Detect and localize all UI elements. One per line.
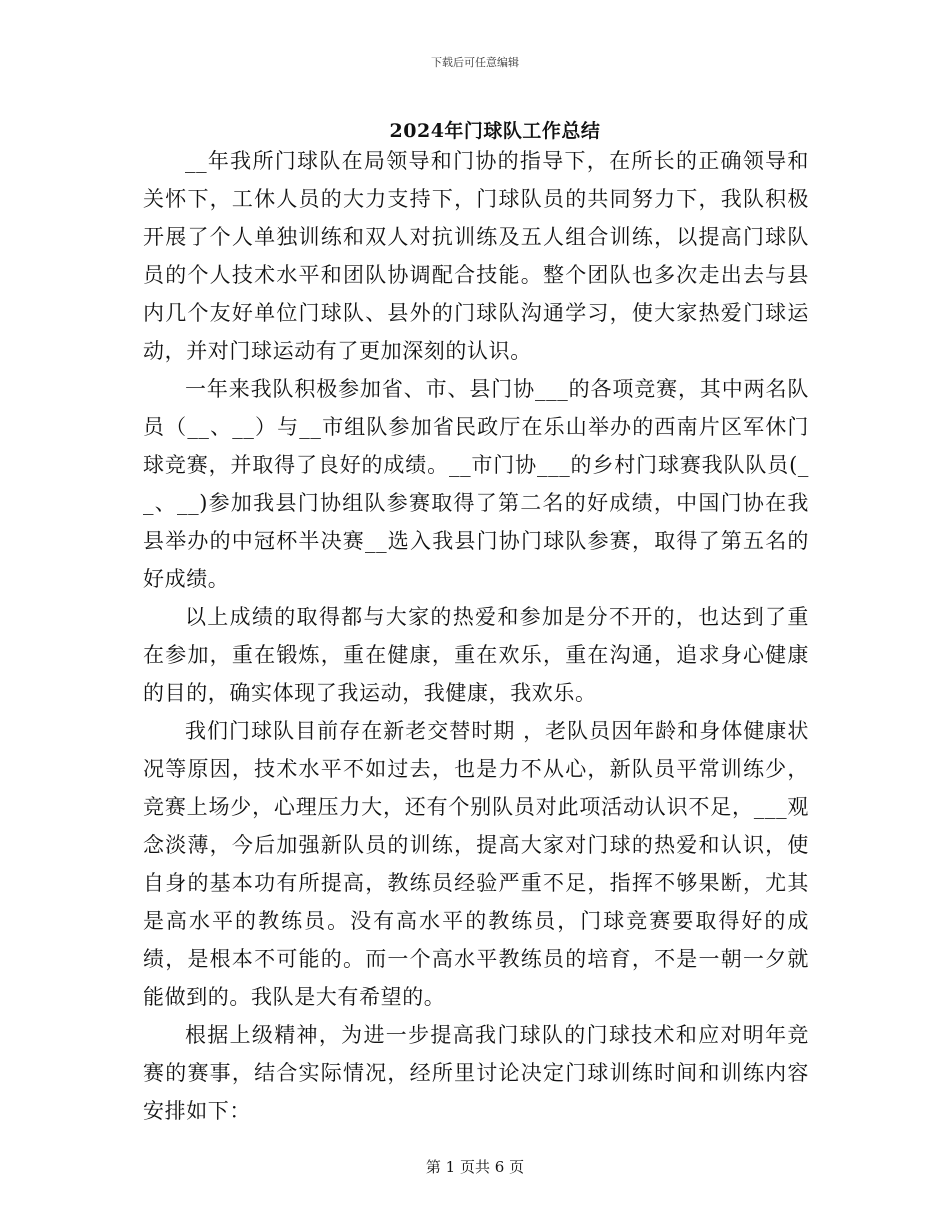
paragraph-competitions: 一年来我队积极参加省、市、县门协___的各项竞赛，其中两名队员（__、__）与__市组队参加省民政厅在乐山举办的西南片区军休门球竞赛，并取得了良好的成绩。__市门协___的乡村门球赛我队队员(__、__)参加我县门协组队参赛取得了第二名的好成绩，中国门协在我县举办的中冠杯半决赛__选入我县门协门球队参赛，取得了第五名的好成绩。 [143,377,809,591]
paragraph-plan: 根据上级精神，为进一步提高我门球队的门球技术和应对明年竞赛的赛事，结合实际情况，经所里讨论决定门球训练时间和训练内容安排如下： [143,1023,809,1123]
document-body [143,142,809,1130]
page-number: 第 1 页共 6 页 [425,1158,525,1176]
paragraph-problems: 我们门球队目前存在新老交替时期 ，老队员因年龄和身体健康状况等原因，技术水平不如过去，也是力不从心，新队员平常训练少，竞赛上场少，心理压力大，还有个别队员对此项活动认识不足，___观念淡薄，今后加强新队员的训练，提高大家对门球的热爱和认识，使自身的基本功有所提高，教练员经验严重不足，指挥不够果断，尤其是高水平的教练员。没有高水平的教练员，门球竞赛要取得好的成绩，是根本不可能的。而一个高水平教练员的培育，不是一朝一夕就能做到的。我队是大有希望的。 [143,719,809,1009]
document-title: 2024年门球队工作总结 [389,120,601,142]
header-note: 下载后可任意编辑 [431,56,519,69]
paragraph-intro: __年我所门球队在局领导和门协的指导下，在所长的正确领导和关怀下，工休人员的大力支持下，门球队员的共同努力下，我队积极开展了个人单独训练和双人对抗训练及五人组合训练，以提高门球队员的个人技术水平和团队协调配合技能。整个团队也多次走出去与县内几个友好单位门球队、县外的门球队沟通学习，使大家热爱门球运动，并对门球运动有了更加深刻的认识。 [143,149,809,363]
paragraph-achievements: 以上成绩的取得都与大家的热爱和参加是分不开的，也达到了重在参加，重在锻炼，重在健康，重在欢乐，重在沟通，追求身心健康的目的，确实体现了我运动，我健康，我欢乐。 [143,605,809,705]
